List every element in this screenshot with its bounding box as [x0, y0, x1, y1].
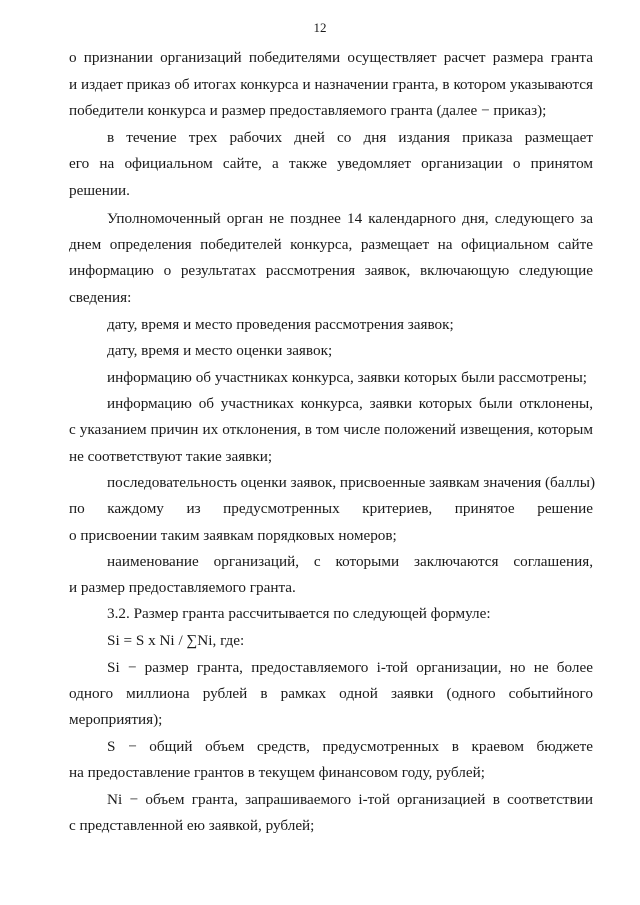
text-line: наименование организаций, с которыми заключаются соглашения,: [107, 553, 593, 570]
text-line: по каждому из предусмотренных критериев, принятое решение: [69, 500, 593, 517]
text-line: Уполномоченный орган не позднее 14 календарного дня, следующего за: [107, 210, 593, 227]
text-line: информацию о результатах рассмотрения заявок, включающую следующие: [69, 262, 593, 279]
text-line: с представленной ею заявкой, рублей;: [69, 817, 315, 834]
text-line: одного миллиона рублей в рамках одной заявки (одного событийного: [69, 685, 593, 702]
text-line: мероприятия);: [69, 711, 163, 728]
formula-line: Si = S x Ni / ∑Ni, где:: [107, 632, 245, 649]
page-number: 12: [313, 20, 327, 35]
text-line: о признании организаций победителями осуществляет расчет размера гранта: [69, 49, 593, 66]
text-line: S − общий объем средств, предусмотренных в краевом бюджете: [107, 738, 593, 755]
text-line: о присвоении таким заявкам порядковых номеров;: [69, 527, 397, 544]
text-line: на предоставление грантов в текущем финансовом году, рублей;: [69, 764, 485, 781]
text-line: Ni − объем гранта, запрашиваемого i-той организацией в соответствии: [107, 791, 593, 808]
text-line: решении.: [69, 182, 130, 199]
text-line: не соответствуют такие заявки;: [69, 448, 273, 465]
text-line: его на официальном сайте, а также уведомляет организации о принятом: [69, 155, 593, 172]
text-line: дату, время и место оценки заявок;: [107, 342, 333, 359]
text-line: последовательность оценки заявок, присвоенные заявкам значения (баллы): [107, 474, 596, 491]
text-line: информацию об участниках конкурса, заявки которых были рассмотрены;: [107, 369, 588, 386]
text-line: дату, время и место проведения рассмотрения заявок;: [107, 316, 454, 333]
text-line: днем определения победителей конкурса, размещает на официальном сайте: [69, 236, 593, 253]
text-line: Si − размер гранта, предоставляемого i-той организации, но не более: [107, 659, 593, 676]
text-line: 3.2. Размер гранта рассчитывается по следующей формуле:: [107, 605, 491, 622]
text-line: и размер предоставляемого гранта.: [69, 579, 296, 596]
text-line: победители конкурса и размер предоставляемого гранта (далее − приказ);: [69, 102, 547, 119]
text-line: сведения:: [69, 289, 132, 306]
text-line: в течение трех рабочих дней со дня издания приказа размещает: [107, 129, 593, 146]
text-line: информацию об участниках конкурса, заявки которых были отклонены,: [107, 395, 593, 412]
text-line: и издает приказ об итогах конкурса и назначении гранта, в котором указываются: [69, 76, 593, 93]
text-line: с указанием причин их отклонения, в том числе положений извещения, которым: [69, 421, 593, 438]
